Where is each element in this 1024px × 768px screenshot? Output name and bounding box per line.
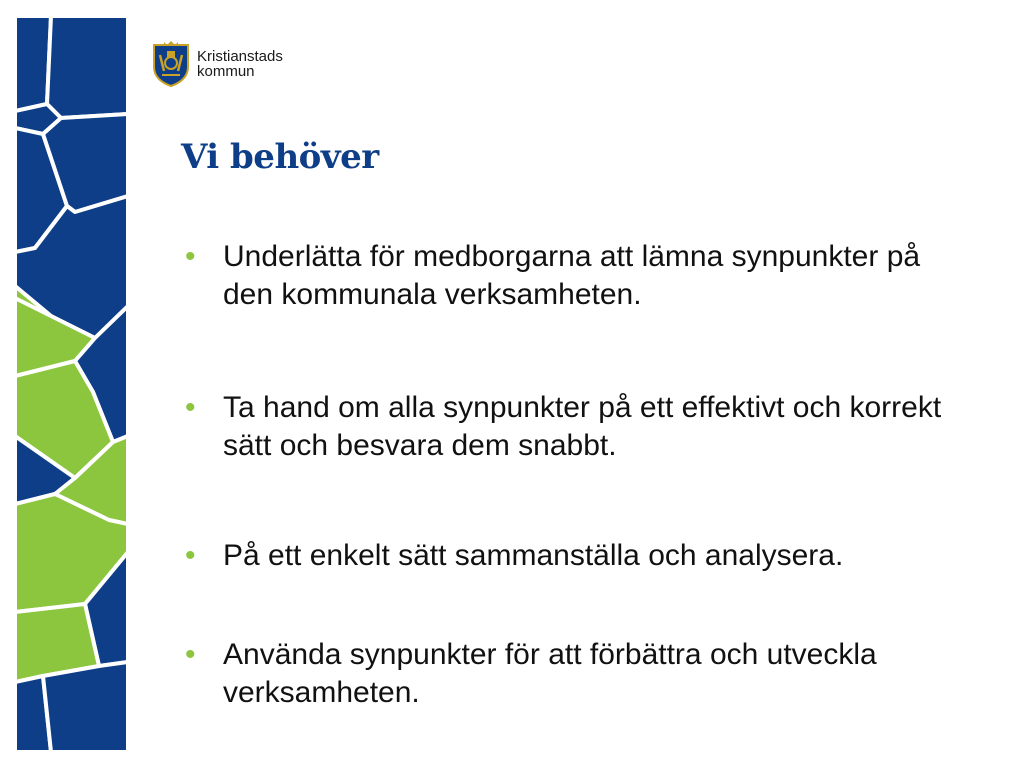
mosaic-tile [43,662,128,752]
bullet-dot-icon: • [185,391,196,424]
bullet-item [185,238,975,314]
bullet-text: Underlätta för medborgarna att lämna synpunkter på den kommunala verksamheten. [223,240,921,311]
slide-title: Vi behöver [181,137,379,177]
logo-wordmark [197,49,283,79]
mosaic-tile [47,16,128,118]
bullet-text: På ett enkelt sätt sammanställa och analysera. [223,539,844,572]
logo-line-1: Kristianstads [197,48,283,65]
bullet-dot-icon: • [185,539,196,572]
bullet-item [185,389,975,465]
mosaic-decoration [15,16,128,752]
bullet-item [185,537,975,575]
bullet-text: Använda synpunkter för att förbättra och utveckla verksamheten. [223,638,877,709]
kristianstad-logo [152,41,283,87]
bullet-dot-icon: • [185,240,196,273]
bullet-dot-icon: • [185,638,196,671]
coat-of-arms-icon [152,41,190,87]
logo-line-2: kommun [197,63,255,80]
bullet-item [185,636,975,712]
bullet-text: Ta hand om alla synpunkter på ett effektivt och korrekt sätt och besvara dem snabbt. [223,391,942,462]
